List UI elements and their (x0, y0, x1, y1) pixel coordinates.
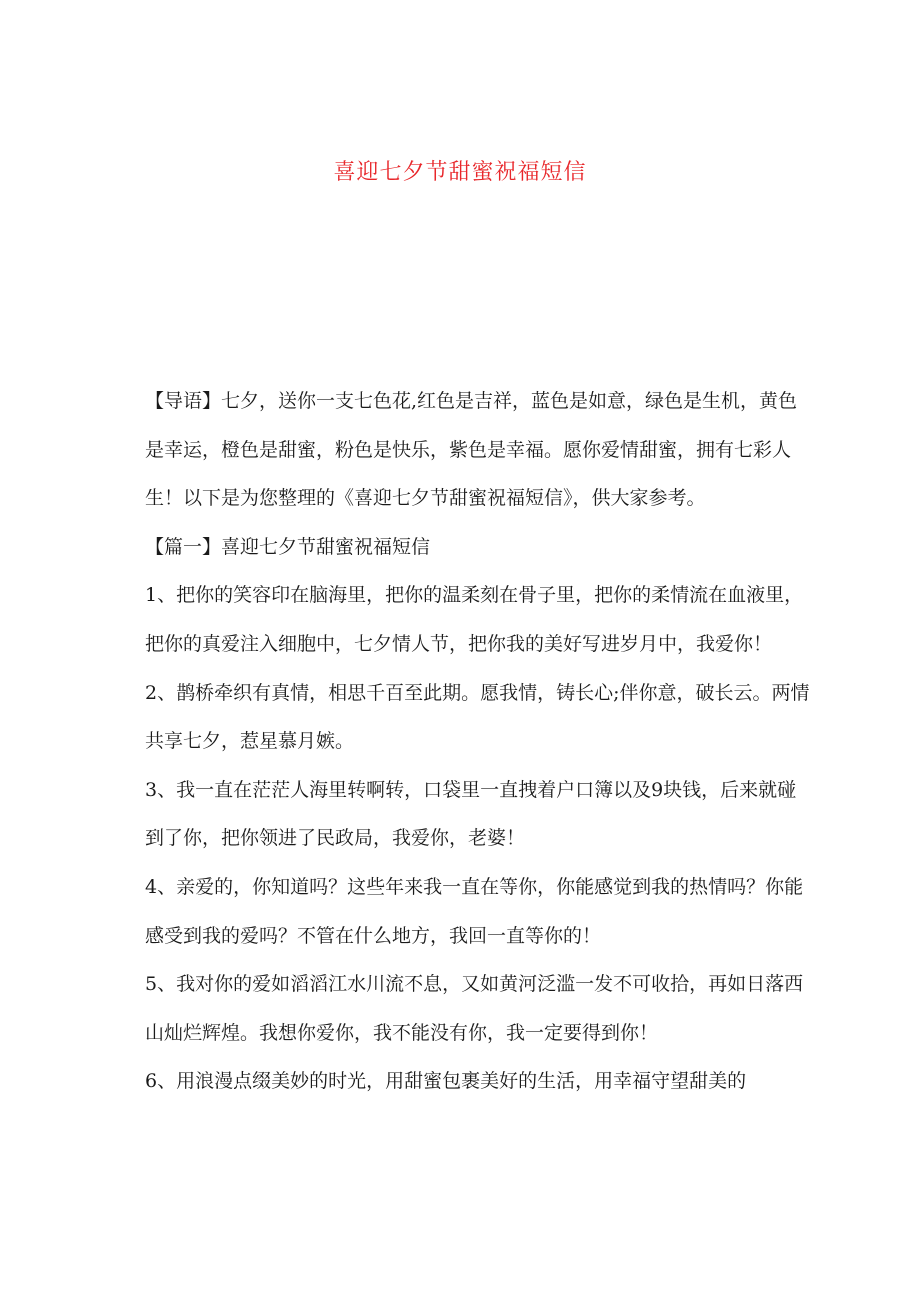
list-item: 2、鹊桥牵织有真情，相思千百至此期。愿我情，铸长心;伴你意，破长云。两情共享七夕，惹星慕月嫉。 (145, 681, 810, 753)
list-item: 6、用浪漫点缀美妙的时光，用甜蜜包裹美好的生活，用幸福守望甜美的 (145, 1070, 747, 1093)
list-item: 1、把你的笑容印在脑海里，把你的温柔刻在骨子里，把你的柔情流在血液里，把你的真爱注入细胞中，七夕情人节，把你我的美好写进岁月中，我爱你！ (145, 584, 804, 655)
list-item: 3、我一直在茫茫人海里转啊转，口袋里一直拽着户口簿以及9块钱，后来就碰到了你，把你领进了民政局，我爱你，老婆！ (145, 778, 797, 850)
document-title: 喜迎七夕节甜蜜祝福短信 (333, 160, 587, 185)
document-body (135, 377, 815, 1106)
intro-paragraph: 【导语】七夕，送你一支七色花,红色是吉祥，蓝色是如意，绿色是生机，黄色是幸运，橙色是甜蜜，粉色是快乐，紫色是幸福。愿你爱情甜蜜，拥有七彩人生！以下是为您整理的《喜迎七夕节甜蜜祝福短信》，供大家参考。 (145, 390, 798, 510)
list-item: 4、亲爱的，你知道吗？这些年来我一直在等你，你能感觉到我的热情吗？你能感受到我的爱吗？不管在什么地方，我回一直等你的！ (145, 875, 804, 947)
list-item: 5、我对你的爱如滔滔江水川流不息，又如黄河泛滥一发不可收拾，再如日落西山灿烂辉煌。我想你爱你，我不能没有你，我一定要得到你！ (145, 973, 804, 1044)
section-heading: 【篇一】喜迎七夕节甜蜜祝福短信 (145, 535, 431, 558)
